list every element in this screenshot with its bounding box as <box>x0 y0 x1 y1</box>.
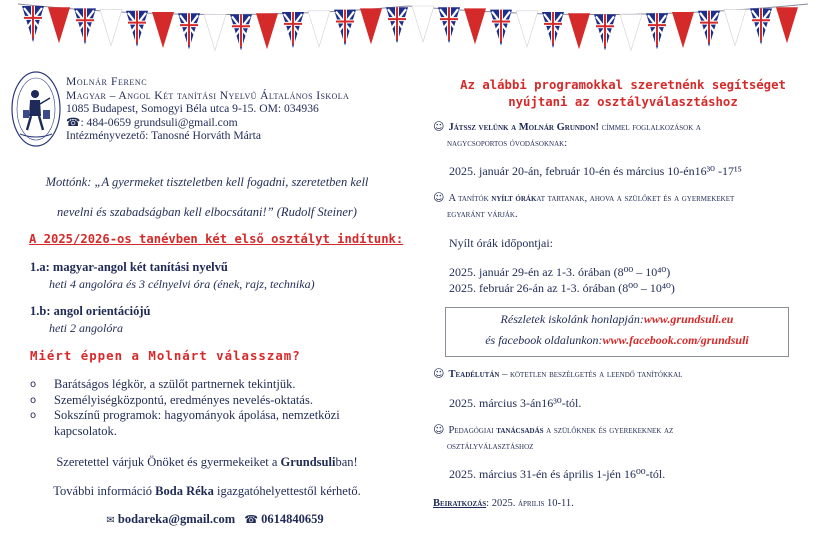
bunting-flag <box>360 8 382 44</box>
bullet-circle-icon: o <box>30 394 37 406</box>
school-address: 1085 Budapest, Somogyi Béla utca 9-15. OM: 034936 <box>66 102 319 116</box>
counseling-date: 2025. március 31-én és április 1-jén 16⁰⁰-tól. <box>449 467 666 481</box>
bullet-circle-icon: o <box>30 410 37 421</box>
smiley-icon: ☺ <box>433 120 445 133</box>
facebook-link[interactable]: www.facebook.com/grundsuli <box>602 333 749 347</box>
bunting-flag <box>750 8 772 44</box>
bunting-flag <box>438 7 460 43</box>
bunting-flag <box>334 10 356 46</box>
bunting-flag <box>464 8 486 44</box>
bunting-flag <box>48 7 70 43</box>
programs-title: Az alábbi programokkal szeretnénk segítséget nyújtani az osztályválasztáshoz <box>460 78 786 109</box>
links-box: Részletek iskolánk honlapján:www.grundsuli.eu és facebook oldalunkon:www.facebook.com/grundsuli <box>445 307 789 357</box>
bunting-flag <box>282 12 304 48</box>
enrollment-line: Beiratkozás: 2025. április 10-11. <box>433 498 574 509</box>
program-open-lessons: ☺ A tanítók nyílt órákat tartanak, ahova a szülőket és a gyermekeket egyaránt várják. <box>433 191 735 220</box>
open-lessons-date-1: 2025. január 29-én az 1-3. órában (8⁰⁰ – 10⁴⁰) <box>449 265 671 279</box>
smiley-icon: ☺ <box>433 367 445 380</box>
bunting-flag <box>178 13 200 49</box>
motto-line-1: Mottónk: „A gyermeket tiszteletben kell fogadni, szeretetben kell <box>45 175 369 189</box>
list-item: o Személyiségközpontú, eredményes nevelés-oktatás. <box>30 392 313 407</box>
bunting-flag <box>152 12 174 48</box>
phone-icon: ☎ <box>244 513 259 526</box>
contact-phone[interactable]: 0614840659 <box>261 512 324 526</box>
school-name-line: Molnár Ferenc <box>66 75 148 88</box>
motto-line-2: nevelni és szabadságban kell elbocsátani!” (Rudolf Steiner) <box>57 205 357 219</box>
bunting-flag <box>776 7 798 43</box>
class-1b-title: 1.b: angol orientációjú <box>30 304 151 318</box>
school-type-line: Magyar – Angol Két tanítási Nyelvű Általános Iskola <box>66 88 350 102</box>
email-icon: ✉ <box>106 515 115 526</box>
smiley-icon: ☺ <box>433 423 445 436</box>
bunting-flag <box>126 11 148 47</box>
bunting-flag <box>542 12 564 48</box>
list-item: o Barátságos légkör, a szülőt partnernek tekintjük. <box>30 377 296 391</box>
contact-line <box>0 512 430 527</box>
contact-email[interactable]: bodareka@gmail.com <box>117 512 236 526</box>
open-lessons-subtitle: Nyílt órák időpontjai: <box>449 236 553 250</box>
bunting-flag <box>516 11 538 47</box>
program-grund-dates: 2025. január 20-án, február 10-én és március 10-én16³⁰ -17¹⁵ <box>449 164 742 178</box>
bunting-flag <box>308 11 330 47</box>
bunting-flag <box>620 14 642 50</box>
program-counseling: ☺ Pedagógiai tanácsadás a szülőknek és gyerekeknek az osztályválasztáshoz <box>433 423 674 452</box>
tea-afternoon-date: 2025. március 3-án16³⁰-tól. <box>449 396 582 410</box>
bunting-flag <box>490 10 512 46</box>
bunting-flag <box>412 6 434 42</box>
smiley-icon: ☺ <box>433 191 445 204</box>
bunting-flag <box>100 10 122 46</box>
program-tea-afternoon: ☺ Teadélután – kötetlen beszélgetés a leendő tanítókkal <box>433 367 683 380</box>
why-list <box>30 377 360 439</box>
class-1a-detail: heti 4 angolóra és 3 célnyelvi óra (ének, rajz, technika) <box>49 277 315 291</box>
list-item: o Sokszínű programok: hagyományok ápolása, nemzetközi kapcsolatok. <box>30 408 340 438</box>
website-link[interactable]: www.grundsuli.eu <box>643 312 734 326</box>
school-director: Intézményvezető: Tanosné Horváth Márta <box>66 129 262 143</box>
why-heading: Miért éppen a Molnárt válasszam? <box>30 348 301 363</box>
program-grund: ☺ Játssz velünk a Molnár Grundon! címmel foglalkozások a nagycsoportos óvodásoknak: <box>433 120 701 149</box>
class-1b-detail: heti 2 angolóra <box>49 321 123 335</box>
open-lessons-date-2: 2025. február 26-án az 1-3. órában (8⁰⁰ – 10⁴⁰) <box>449 281 675 295</box>
school-header <box>66 75 349 143</box>
bunting-flag <box>672 12 694 48</box>
class-1a-title: 1.a: magyar-angol két tanítási nyelvű <box>30 260 228 274</box>
bunting-flag <box>568 13 590 49</box>
welcome-text: Szeretettel várjuk Önöket és gyermekeiket a Grundsuliban! <box>56 455 358 469</box>
bunting-flag <box>646 13 668 49</box>
announcement-heading: A 2025/2026-os tanévben két első osztályt indítunk: <box>29 232 404 246</box>
school-phone-email: ☎: 484-0659 grundsuli@gmail.com <box>66 115 238 129</box>
school-logo <box>10 70 62 148</box>
bullet-circle-icon: o <box>30 379 37 390</box>
info-text: További információ Boda Réka igazgatóhelyettestől kérhető. <box>53 484 361 498</box>
bunting-flag <box>204 14 226 50</box>
bunting-flag <box>230 14 252 50</box>
bunting-flag <box>698 11 720 47</box>
bunting-flag <box>724 10 746 46</box>
union-jack-bunting <box>0 0 826 62</box>
bunting-flag <box>386 7 408 43</box>
bunting-flag <box>256 13 278 49</box>
bunting-flag <box>74 8 96 44</box>
bunting-flag <box>594 14 616 50</box>
bunting-flag <box>22 6 44 42</box>
